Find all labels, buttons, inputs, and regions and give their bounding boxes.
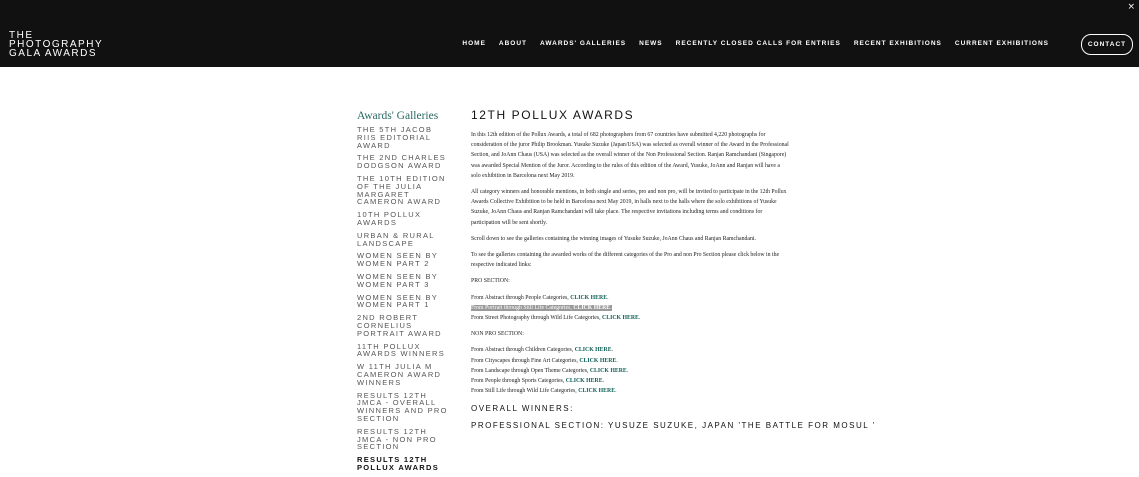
- sidebar-item[interactable]: THE 10TH EDITION OF THE JULIA MARGARET CAMERON AWARD: [357, 173, 446, 207]
- nav-recently-closed-calls[interactable]: RECENTLY CLOSED CALLS FOR ENTRIES: [675, 40, 841, 47]
- nav-current-exhibitions[interactable]: CURRENT EXHIBITIONS: [954, 40, 1049, 47]
- exhibition-paragraph: All category winners and honorable mentions, in both single and series, pro and non pro, will be invited to participate in the 12th Pollux Awards Collective Exhibition to be held in Barcelona next May 2019, in halls next to the halls where the solo exhibitions of Yusuke Suzuke, JoAnn Chaus and Ranjan Ramchandani will take place. The respective invitations including terms and conditions for participation will be sent shortly.: [471, 189, 787, 226]
- link-row-highlighted: From Portrait through Still Life Categories, CLICK HERE.: [471, 304, 612, 311]
- site-logo[interactable]: [9, 31, 103, 58]
- click-here-link[interactable]: CLICK HERE: [573, 304, 611, 311]
- link-row-label: From Cityscapes through Fine Art Categories,: [471, 357, 578, 364]
- click-here-link[interactable]: CLICK HERE: [578, 388, 616, 395]
- sidebar-item[interactable]: WOMEN SEEN BY WOMEN PART 3: [357, 271, 438, 289]
- logo-line-1: THE: [9, 30, 34, 41]
- sidebar-item[interactable]: 11TH POLLUX AWARDS WINNERS: [357, 341, 446, 359]
- sidebar-item[interactable]: WOMEN SEEN BY WOMEN PART 2: [357, 251, 438, 269]
- main-nav: [462, 40, 1049, 47]
- sidebar-item[interactable]: W 11TH JULIA M CAMERON AWARD WINNERS: [357, 362, 442, 387]
- main-content: [471, 108, 876, 434]
- overall-winners-heading: OVERALL WINNERS:: [471, 404, 574, 414]
- professional-section-heading: PROFESSIONAL SECTION: YUSUZE SUZUKE, JAPAN 'THE BATTLE FOR MOSUL ': [471, 421, 876, 431]
- link-row-label: From Portrait through Still Life Categories,: [471, 304, 572, 311]
- link-row: From Abstract through People Categories, CLICK HERE.: [471, 294, 609, 301]
- sidebar-item[interactable]: WOMEN SEEN BY WOMEN PART 1: [357, 292, 438, 310]
- link-row-label: From Landscape through Open Theme Categories,: [471, 367, 589, 374]
- nav-about[interactable]: ABOUT: [498, 40, 528, 47]
- scroll-paragraph: Scroll down to see the galleries containing the winning images of Yusuke Suzuke, JoAnn Chaus and Ranjan Ramchandani.: [471, 235, 756, 242]
- link-row: From People through Sports Categories, CLICK HERE.: [471, 378, 605, 385]
- contact-button[interactable]: CONTACT: [1081, 34, 1133, 55]
- sidebar-item[interactable]: 10TH POLLUX AWARDS: [357, 210, 422, 227]
- site-header: [0, 0, 1139, 67]
- sidebar-item[interactable]: THE 5TH JACOB RIIS EDITORIAL AWARD: [357, 125, 433, 150]
- click-here-link[interactable]: CLICK HERE: [565, 378, 603, 385]
- sidebar: [357, 110, 452, 477]
- link-row-label: From Abstract through People Categories,: [471, 294, 569, 301]
- link-row-label: From People through Sports Categories,: [471, 378, 565, 385]
- page-title: 12TH POLLUX AWARDS: [471, 108, 635, 122]
- sidebar-item[interactable]: THE 2ND CHARLES DODGSON AWARD: [357, 153, 447, 171]
- sidebar-item[interactable]: 2ND ROBERT CORNELIUS PORTRAIT AWARD: [357, 313, 442, 338]
- sidebar-item-active[interactable]: RESULTS 12TH POLLUX AWARDS: [357, 455, 440, 472]
- link-row-label: From Street Photography through Wild Life Categories,: [471, 315, 601, 322]
- sidebar-item[interactable]: RESULTS 12TH JMCA - NON PRO SECTION: [357, 426, 437, 452]
- click-here-link[interactable]: CLICK HERE: [589, 367, 627, 374]
- intro-paragraph: In this 12th edition of the Pollux Awards, a total of 682 photographers from 67 countries have submitted 4,220 photographs for consideration of the juror Philip Brookman. Yusuke Suzuke (Japan/USA) was selected as overall winner of the Award in the Professional Section, and JoAnn Chaus (USA) was selected as the overall winner of the Non Professional Section. Ranjan Ramchandani (Singapore) was awarded Special Mention of the Juror. According to the rules of this edition of the Award, Yusuke, JoAnn and Ranjan will have a solo exhibition in Barcelona next May 2019.: [471, 132, 789, 179]
- nav-news[interactable]: NEWS: [639, 40, 663, 47]
- sidebar-item[interactable]: RESULTS 12TH JMCA - OVERALL WINNERS AND PRO SECTION: [357, 390, 448, 423]
- nav-awards-galleries[interactable]: AWARDS' GALLERIES: [540, 40, 627, 47]
- link-row: From Street Photography through Wild Life Categories, CLICK HERE.: [471, 315, 641, 322]
- click-here-link[interactable]: CLICK HERE: [579, 357, 617, 364]
- link-row: From Cityscapes through Fine Art Categories, CLICK HERE.: [471, 357, 618, 364]
- nonpro-section-label: NON PRO SECTION:: [471, 331, 524, 338]
- galleries-paragraph: To see the galleries containing the awarded works of the different categories of the Pro and non Pro Section please click below in the respective indicated links:: [471, 252, 780, 269]
- link-row-label: From Still Life through Wild Life Categories,: [471, 388, 577, 395]
- close-icon[interactable]: ×: [1127, 2, 1135, 12]
- logo-line-2: PHOTOGRAPHY: [9, 39, 104, 50]
- link-row: From Abstract through Children Categories, CLICK HERE.: [471, 347, 614, 354]
- click-here-link[interactable]: CLICK HERE: [602, 315, 639, 322]
- logo-line-3: GALA AWARDS: [9, 48, 98, 59]
- link-row: From Still Life through Wild Life Categories, CLICK HERE.: [471, 388, 617, 395]
- link-row: From Landscape through Open Theme Categories, CLICK HERE.: [471, 367, 629, 374]
- sidebar-item[interactable]: URBAN & RURAL LANDSCAPE: [357, 230, 435, 248]
- nav-recent-exhibitions[interactable]: RECENT EXHIBITIONS: [853, 40, 942, 47]
- click-here-link[interactable]: CLICK HERE: [574, 347, 612, 354]
- sidebar-title: Awards' Galleries: [357, 110, 439, 122]
- click-here-link[interactable]: CLICK HERE: [570, 294, 608, 301]
- nav-home[interactable]: HOME: [462, 40, 486, 47]
- pro-section-label: PRO SECTION:: [471, 278, 510, 285]
- link-row-label: From Abstract through Children Categories,: [471, 347, 574, 354]
